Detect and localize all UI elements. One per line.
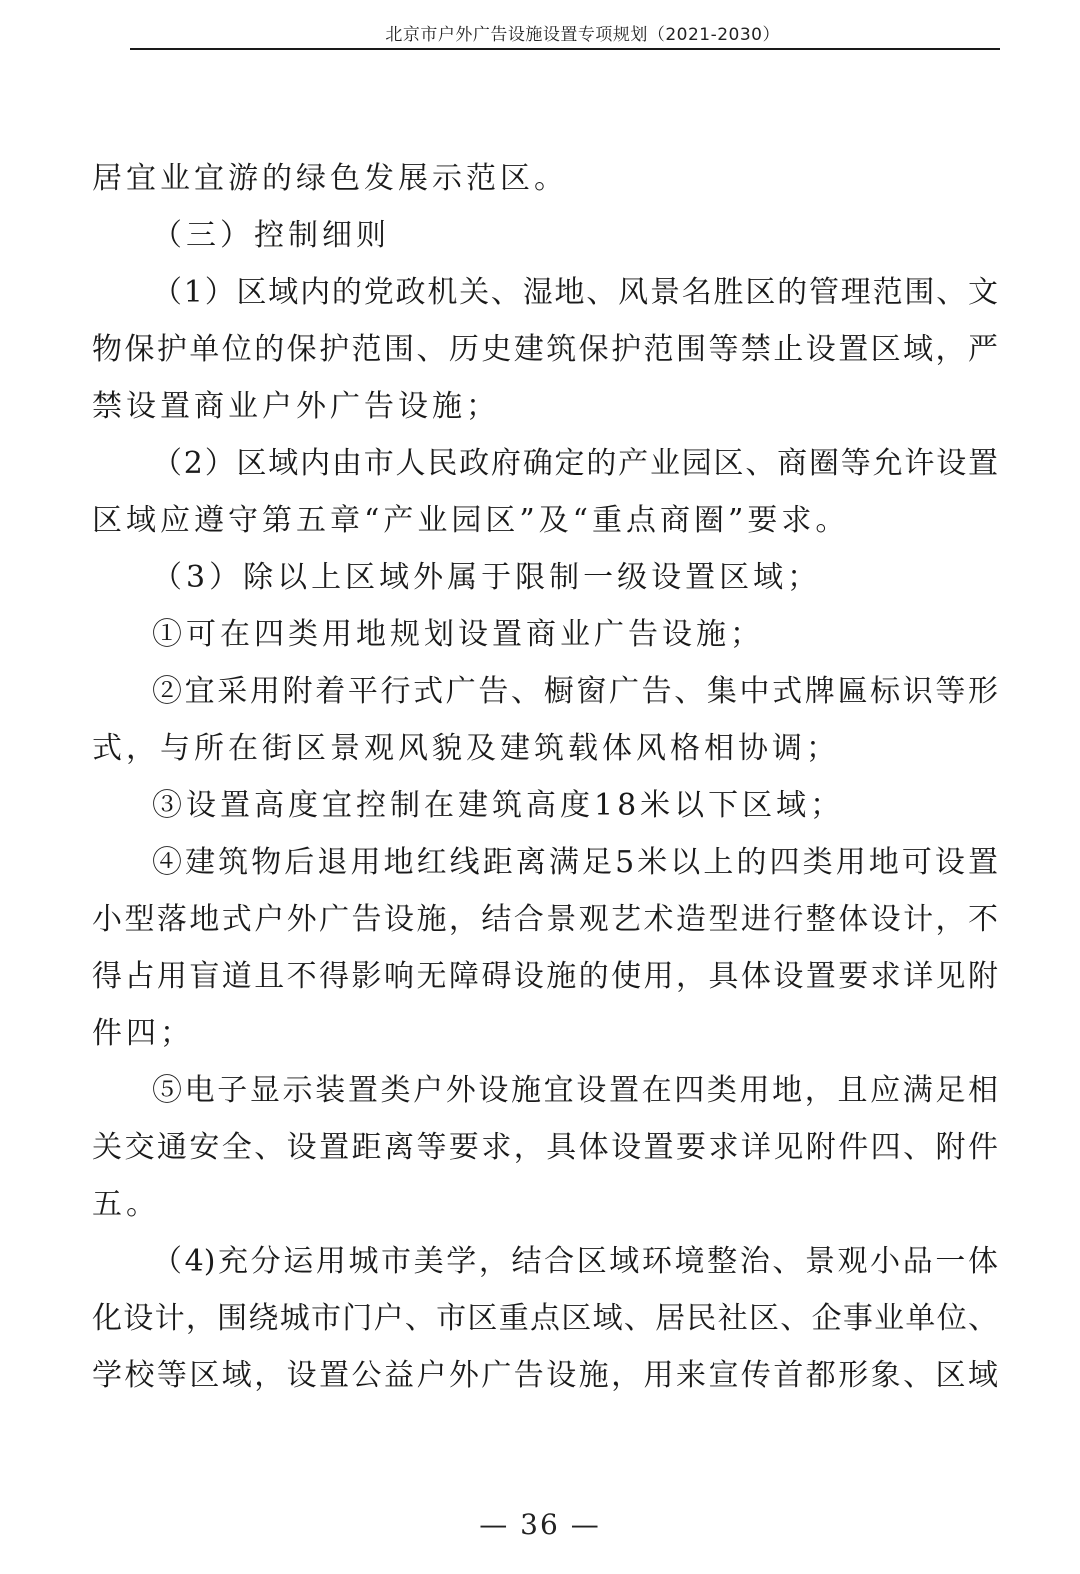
page-header (130, 14, 1000, 50)
text-line: ②宜采用附着平行式广告、橱窗广告、集中式牌匾标识等形 (152, 674, 998, 709)
page-number: — 36 — (479, 1508, 601, 1541)
text-line: 关交通安全、设置距离等要求，具体设置要求详见附件四、附件 (92, 1130, 998, 1165)
text-line: （4)充分运用城市美学，结合区域环境整治、景观小品一体 (152, 1244, 998, 1279)
text-line: 化设计，围绕城市门户、市区重点区域、居民社区、企事业单位、 (92, 1301, 998, 1336)
text-line: ③设置高度宜控制在建筑高度18米以下区域； (152, 788, 845, 823)
text-line: 式，与所在街区景观风貌及建筑载体风格相协调； (92, 731, 840, 766)
text-line: 居宜业宜游的绿色发展示范区。 (92, 161, 568, 196)
text-line: （2）区域内由市人民政府确定的产业园区、商圈等允许设置 (152, 446, 998, 481)
text-line: 小型落地式户外广告设施，结合景观艺术造型进行整体设计，不 (92, 902, 998, 937)
text-line: （1）区域内的党政机关、湿地、风景名胜区的管理范围、文 (152, 275, 998, 310)
document-body (92, 150, 998, 1404)
section-heading: （三）控制细则 (152, 218, 390, 253)
text-line: 区域应遵守第五章“产业园区”及“重点商圈”要求。 (92, 503, 850, 538)
text-line: 得占用盲道且不得影响无障碍设施的使用，具体设置要求详见附 (92, 959, 998, 994)
text-line: 学校等区域，设置公益户外广告设施，用来宣传首都形象、区域 (92, 1358, 998, 1393)
text-line: （3）除以上区域外属于限制一级设置区域； (152, 560, 822, 595)
text-line: ⑤电子显示装置类户外设施宜设置在四类用地，且应满足相 (152, 1073, 998, 1108)
text-line: ①可在四类用地规划设置商业广告设施； (152, 617, 764, 652)
text-line: 禁设置商业户外广告设施； (92, 389, 500, 424)
text-line: ④建筑物后退用地红线距离满足5米以上的四类用地可设置 (152, 845, 998, 880)
text-line: 五。 (92, 1187, 160, 1222)
text-line: 件四； (92, 1016, 194, 1051)
text-line: 物保护单位的保护范围、历史建筑保护范围等禁止设置区域，严 (92, 332, 998, 367)
header-rule (130, 48, 1000, 50)
header-title: 北京市户外广告设施设置专项规划（2021-2030） (385, 25, 780, 45)
